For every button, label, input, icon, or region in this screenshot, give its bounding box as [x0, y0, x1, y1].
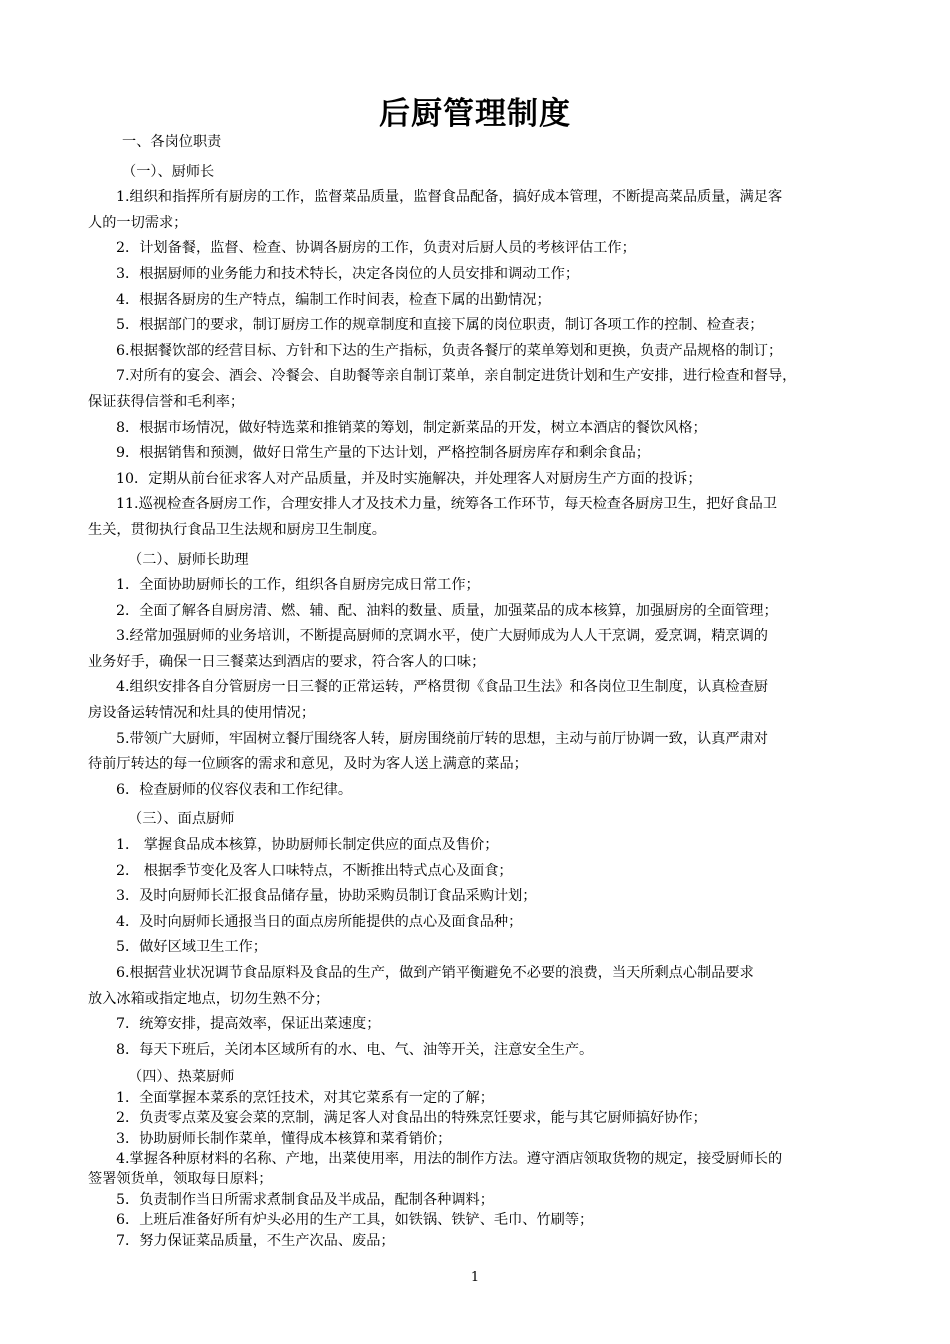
document-title: 后厨管理制度 — [379, 96, 571, 132]
section-heading: （四）、热菜厨师 — [128, 1069, 235, 1086]
text-line: 3.经常加强厨师的业务培训，不断提高厨师的烹调水平，使广大厨师成为人人干烹调，爱烹调，精烹调的 — [116, 628, 768, 645]
text-line: 1．全面协助厨师长的工作，组织各自厨房完成日常工作； — [116, 577, 480, 594]
text-line: 业务好手，确保一日三餐菜达到酒店的要求，符合客人的口味； — [88, 653, 486, 670]
text-line: 6．上班后准备好所有炉头必用的生产工具，如铁锅、铁铲、毛巾、竹刷等； — [116, 1212, 594, 1229]
text-line: 11.巡视检查各厨房工作，合理安排人才及技术力量，统筹各工作环节，每天检查各厨房卫生，把好食品卫 — [116, 496, 778, 513]
text-line: 4.组织安排各自分管厨房一日三餐的正常运转，严格贯彻《食品卫生法》和各岗位卫生制度，认真检查厨 — [116, 679, 768, 696]
text-line: 4．根据各厨房的生产特点，编制工作时间表，检查下属的出勤情况； — [116, 291, 551, 308]
text-line: 放入冰箱或指定地点，切勿生熟不分； — [88, 990, 330, 1007]
text-line: 人的一切需求； — [88, 214, 188, 231]
text-line: 9．根据销售和预测，做好日常生产量的下达计划，严格控制各厨房库存和剩余食品； — [116, 445, 650, 462]
text-line: 6.根据营业状况调节食品原料及食品的生产，做到产销平衡避免不必要的浪费，当天所剩点心制品要求 — [116, 965, 754, 981]
section-heading: （二）、厨师长助理 — [128, 551, 249, 568]
document-body — [88, 130, 878, 1251]
text-line: 1.组织和指挥所有厨房的工作，监督菜品质量，监督食品配备，搞好成本管理，不断提高菜品质量，满足客 — [116, 189, 783, 206]
text-line: 3．及时向厨师长汇报食品储存量，协助采购员制订食品采购计划； — [116, 888, 537, 905]
text-line: 1．全面掌握本菜系的烹饪技术，对其它菜系有一定的了解； — [116, 1089, 494, 1106]
text-line: 7．努力保证菜品质量，不生产次品、废品； — [116, 1232, 395, 1249]
section-heading: 一、各岗位职责 — [122, 134, 222, 150]
text-line: 2．全面了解各自厨房清、燃、辅、配、油料的数量、质量，加强菜品的成本核算，加强厨房的全面管理； — [116, 602, 778, 619]
text-line: 5．负责制作当日所需求煮制食品及半成品，配制各种调料； — [116, 1191, 494, 1208]
section-heading: （三）、面点厨师 — [128, 811, 235, 828]
text-line: 4.掌握各种原材料的名称、产地，出菜使用率，用法的制作方法。遵守酒店领取货物的规定，接受厨师长的 — [116, 1150, 783, 1167]
text-line: 8．根据市场情况，做好特选菜和推销菜的筹划，制定新菜品的开发，树立本酒店的餐饮风格； — [116, 419, 707, 436]
text-line: 10．定期从前台征求客人对产品质量，并及时实施解决，并处理客人对厨房生产方面的投诉； — [116, 470, 702, 487]
text-line: 5．根据部门的要求，制订厨房工作的规章制度和直接下属的岗位职责，制订各项工作的控制、检查表； — [116, 317, 764, 334]
text-line: 3．协助厨师长制作菜单，懂得成本核算和菜肴销价； — [116, 1130, 452, 1147]
page-number: 1 — [470, 1270, 480, 1285]
text-line: 1． 掌握食品成本核算，协助厨师长制定供应的面点及售价； — [116, 837, 499, 854]
text-line: 6．检查厨师的仪容仪表和工作纪律。 — [116, 781, 353, 798]
text-line: 房设备运转情况和灶具的使用情况； — [88, 705, 316, 722]
text-line: 待前厅转达的每一位顾客的需求和意见，及时为客人送上满意的菜品； — [88, 756, 528, 773]
text-line: 保证获得信誉和毛利率； — [88, 393, 245, 410]
text-line: 5.带领广大厨师，牢固树立餐厅围绕客人转，厨房围绕前厅转的思想，主动与前厅协调一致，认真严肃对 — [116, 730, 768, 747]
text-line: 生关，贯彻执行食品卫生法规和厨房卫生制度。 — [88, 521, 386, 538]
text-line: 7.对所有的宴会、酒会、冷餐会、自助餐等亲自制订菜单，亲自制定进货计划和生产安排，进行检查和督导， — [116, 368, 797, 385]
text-line: 签署领货单，领取每日原料； — [88, 1171, 273, 1188]
text-line: 2．计划备餐，监督、检查、协调各厨房的工作，负责对后厨人员的考核评估工作； — [116, 240, 636, 257]
text-line: 7．统筹安排，提高效率，保证出菜速度； — [116, 1016, 381, 1033]
text-line: 6.根据餐饮部的经营目标、方针和下达的生产指标，负责各餐厅的菜单筹划和更换，负责产品规格的制订； — [116, 342, 783, 359]
text-line: 8．每天下班后，关闭本区域所有的水、电、气、油等开关，注意安全生产。 — [116, 1041, 594, 1058]
text-line: 4．及时向厨师长通报当日的面点房所能提供的点心及面食品种； — [116, 913, 523, 930]
text-line: 5．做好区域卫生工作； — [116, 939, 267, 956]
text-line: 3．根据厨师的业务能力和技术特长，决定各岗位的人员安排和调动工作； — [116, 265, 580, 282]
text-line: 2．负责零点菜及宴会菜的烹制，满足客人对食品出的特殊烹饪要求，能与其它厨师搞好协作； — [116, 1110, 707, 1127]
text-line: 2． 根据季节变化及客人口味特点，不断推出特式点心及面食； — [116, 862, 513, 879]
section-heading: （一）、厨师长 — [122, 163, 215, 180]
